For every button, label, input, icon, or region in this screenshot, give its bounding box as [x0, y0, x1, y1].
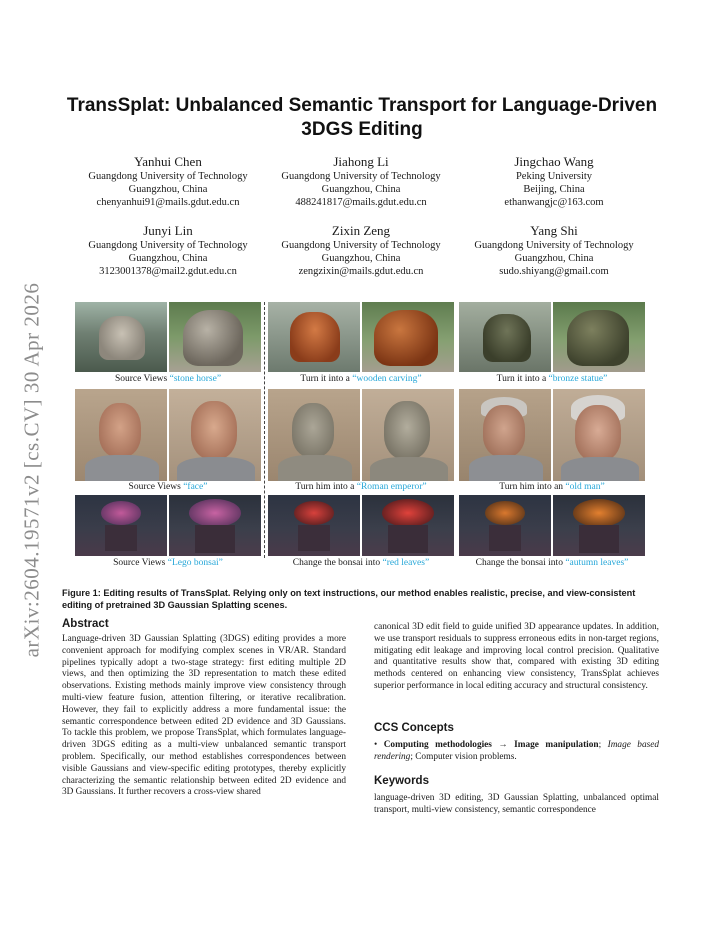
author-card: [68, 222, 268, 278]
author-location: Guangzhou, China: [514, 253, 594, 264]
author-name: Junyi Lin: [143, 223, 193, 238]
caption-autumn-leaves: Change the bonsai into “autumn leaves”: [475, 558, 629, 568]
photo-autumn-leaves-view2: [553, 495, 645, 556]
photo-autumn-leaves-view1: [459, 495, 551, 556]
author-card: [261, 153, 461, 209]
photo-old-man-view1: [459, 389, 551, 481]
caption-bronze-statue: Turn it into a “bronze statue”: [496, 374, 608, 384]
caption-red-leaves: Change the bonsai into “red leaves”: [292, 558, 430, 568]
author-email[interactable]: 488241817@mails.gdut.edu.cn: [295, 197, 427, 208]
arxiv-id: arXiv:2604.19571v2 [cs.CV] 30 Apr 2026: [19, 282, 44, 658]
author-name: Yanhui Chen: [134, 154, 202, 169]
author-location: Guangzhou, China: [128, 184, 208, 195]
paper-title: TransSplat: Unbalanced Semantic Transport for Language-Driven 3DGS Editing: [66, 95, 658, 140]
abstract-text-continued: canonical 3D edit field to guide unified 3D appearance updates. In addition, we use transport residuals to suppress erroneous edits in non-target regions, mitigating edit leakage and improving local control precision. Qualitative and quantitative results show that, compared with existing 3D editing methods centered on enhancing view consistency, TransSplat achieves superior performance in local editing accuracy and structural consistency.: [374, 622, 659, 691]
ccs-heading: CCS Concepts: [374, 722, 454, 734]
author-affiliation: Peking University: [515, 171, 593, 182]
caption-source-bonsai: Source Views “Lego bonsai”: [113, 558, 223, 568]
author-affiliation: Guangdong University of Technology: [88, 171, 248, 182]
photo-bronze-horse-view2: [553, 302, 645, 372]
photo-wooden-horse-view1: [268, 302, 360, 372]
caption-old-man: Turn him into an “old man”: [499, 482, 605, 492]
author-location: Guangzhou, China: [321, 184, 401, 195]
abstract-heading: Abstract: [62, 618, 109, 630]
author-email[interactable]: sudo.shiyang@gmail.com: [499, 266, 609, 277]
caption-roman-emperor: Turn him into a “Roman emperor”: [295, 482, 427, 492]
arxiv-stamp: [12, 260, 52, 680]
author-email[interactable]: chenyanhui91@mails.gdut.edu.cn: [96, 197, 240, 208]
author-affiliation: Guangdong University of Technology: [281, 171, 441, 182]
author-name: Jiahong Li: [333, 154, 389, 169]
keywords-text: language-driven 3D editing, 3D Gaussian Splatting, unbalanced optimal transport, multi-view consistency, semantic correspondence: [374, 793, 659, 815]
photo-roman-emperor-view1: [268, 389, 360, 481]
caption-wooden-carving: Turn it into a “wooden carving”: [300, 374, 422, 384]
photo-lego-bonsai-view2: [169, 495, 261, 556]
caption-source-horse: Source Views “stone horse”: [114, 374, 222, 384]
figure-caption: Figure 1: Editing results of TransSplat. Relying only on text instructions, our method enables realistic, precise, and view-consistent editing of pretrained 3D Gaussian Splatting scenes.: [62, 588, 636, 610]
photo-red-leaves-view2: [362, 495, 454, 556]
author-affiliation: Guangdong University of Technology: [474, 240, 634, 251]
photo-stone-horse-view1: [75, 302, 167, 372]
photo-stone-horse-view2: [169, 302, 261, 372]
author-email[interactable]: zengzixin@mails.gdut.edu.cn: [298, 266, 424, 277]
author-location: Beijing, China: [523, 184, 585, 195]
author-email[interactable]: 3123001378@mail2.gdut.edu.cn: [99, 266, 237, 277]
abstract-text: Language-driven 3D Gaussian Splatting (3DGS) editing provides a more convenient approach for modifying complex scenes in VR/AR. Standard pipelines typically adopt a two-stage strategy: first editing multiple 2D views, and then optimizing the 3D representation to match these edited observations. Existing methods mainly improve view consistency through multi-view feature fusion, attention filtering, or iterative recalibration. However, they fail to explicitly address a more fundamental issue: the semantic correspondence between edited 2D evidence and 3D Gaussians. To tackle this problem, we propose TransSplat, which formulates language-driven 3DGS editing as a multi-view unbalanced semantic transport problem. Specifically, our method establishes correspondences between visible Gaussians and view-specific editing prototypes, thereby explicitly characterizing the semantic relationship between edited 2D evidence and 3D Gaussians. It further recovers a cross-view shared: [62, 634, 346, 798]
photo-lego-bonsai-view1: [75, 495, 167, 556]
author-affiliation: Guangdong University of Technology: [88, 240, 248, 251]
photo-red-leaves-view1: [268, 495, 360, 556]
author-location: Guangzhou, China: [321, 253, 401, 264]
photo-face-view1: [75, 389, 167, 481]
photo-roman-emperor-view2: [362, 389, 454, 481]
keywords-heading: Keywords: [374, 775, 429, 787]
photo-face-view2: [169, 389, 261, 481]
author-name: Jingchao Wang: [514, 154, 594, 169]
ccs-text: • Computing methodologies → Image manipulation; Image based rendering; Computer vision problems.: [374, 740, 659, 762]
figure-divider: [264, 302, 265, 558]
author-name: Yang Shi: [530, 223, 578, 238]
author-card: [68, 153, 268, 209]
author-affiliation: Guangdong University of Technology: [281, 240, 441, 251]
photo-wooden-horse-view2: [362, 302, 454, 372]
author-card: [261, 222, 461, 278]
author-location: Guangzhou, China: [128, 253, 208, 264]
author-card: [454, 222, 654, 278]
caption-source-face: Source Views “face”: [128, 482, 208, 492]
author-card: [454, 153, 654, 209]
author-email[interactable]: ethanwangjc@163.com: [504, 197, 604, 208]
photo-bronze-horse-view1: [459, 302, 551, 372]
author-name: Zixin Zeng: [331, 223, 391, 238]
photo-old-man-view2: [553, 389, 645, 481]
